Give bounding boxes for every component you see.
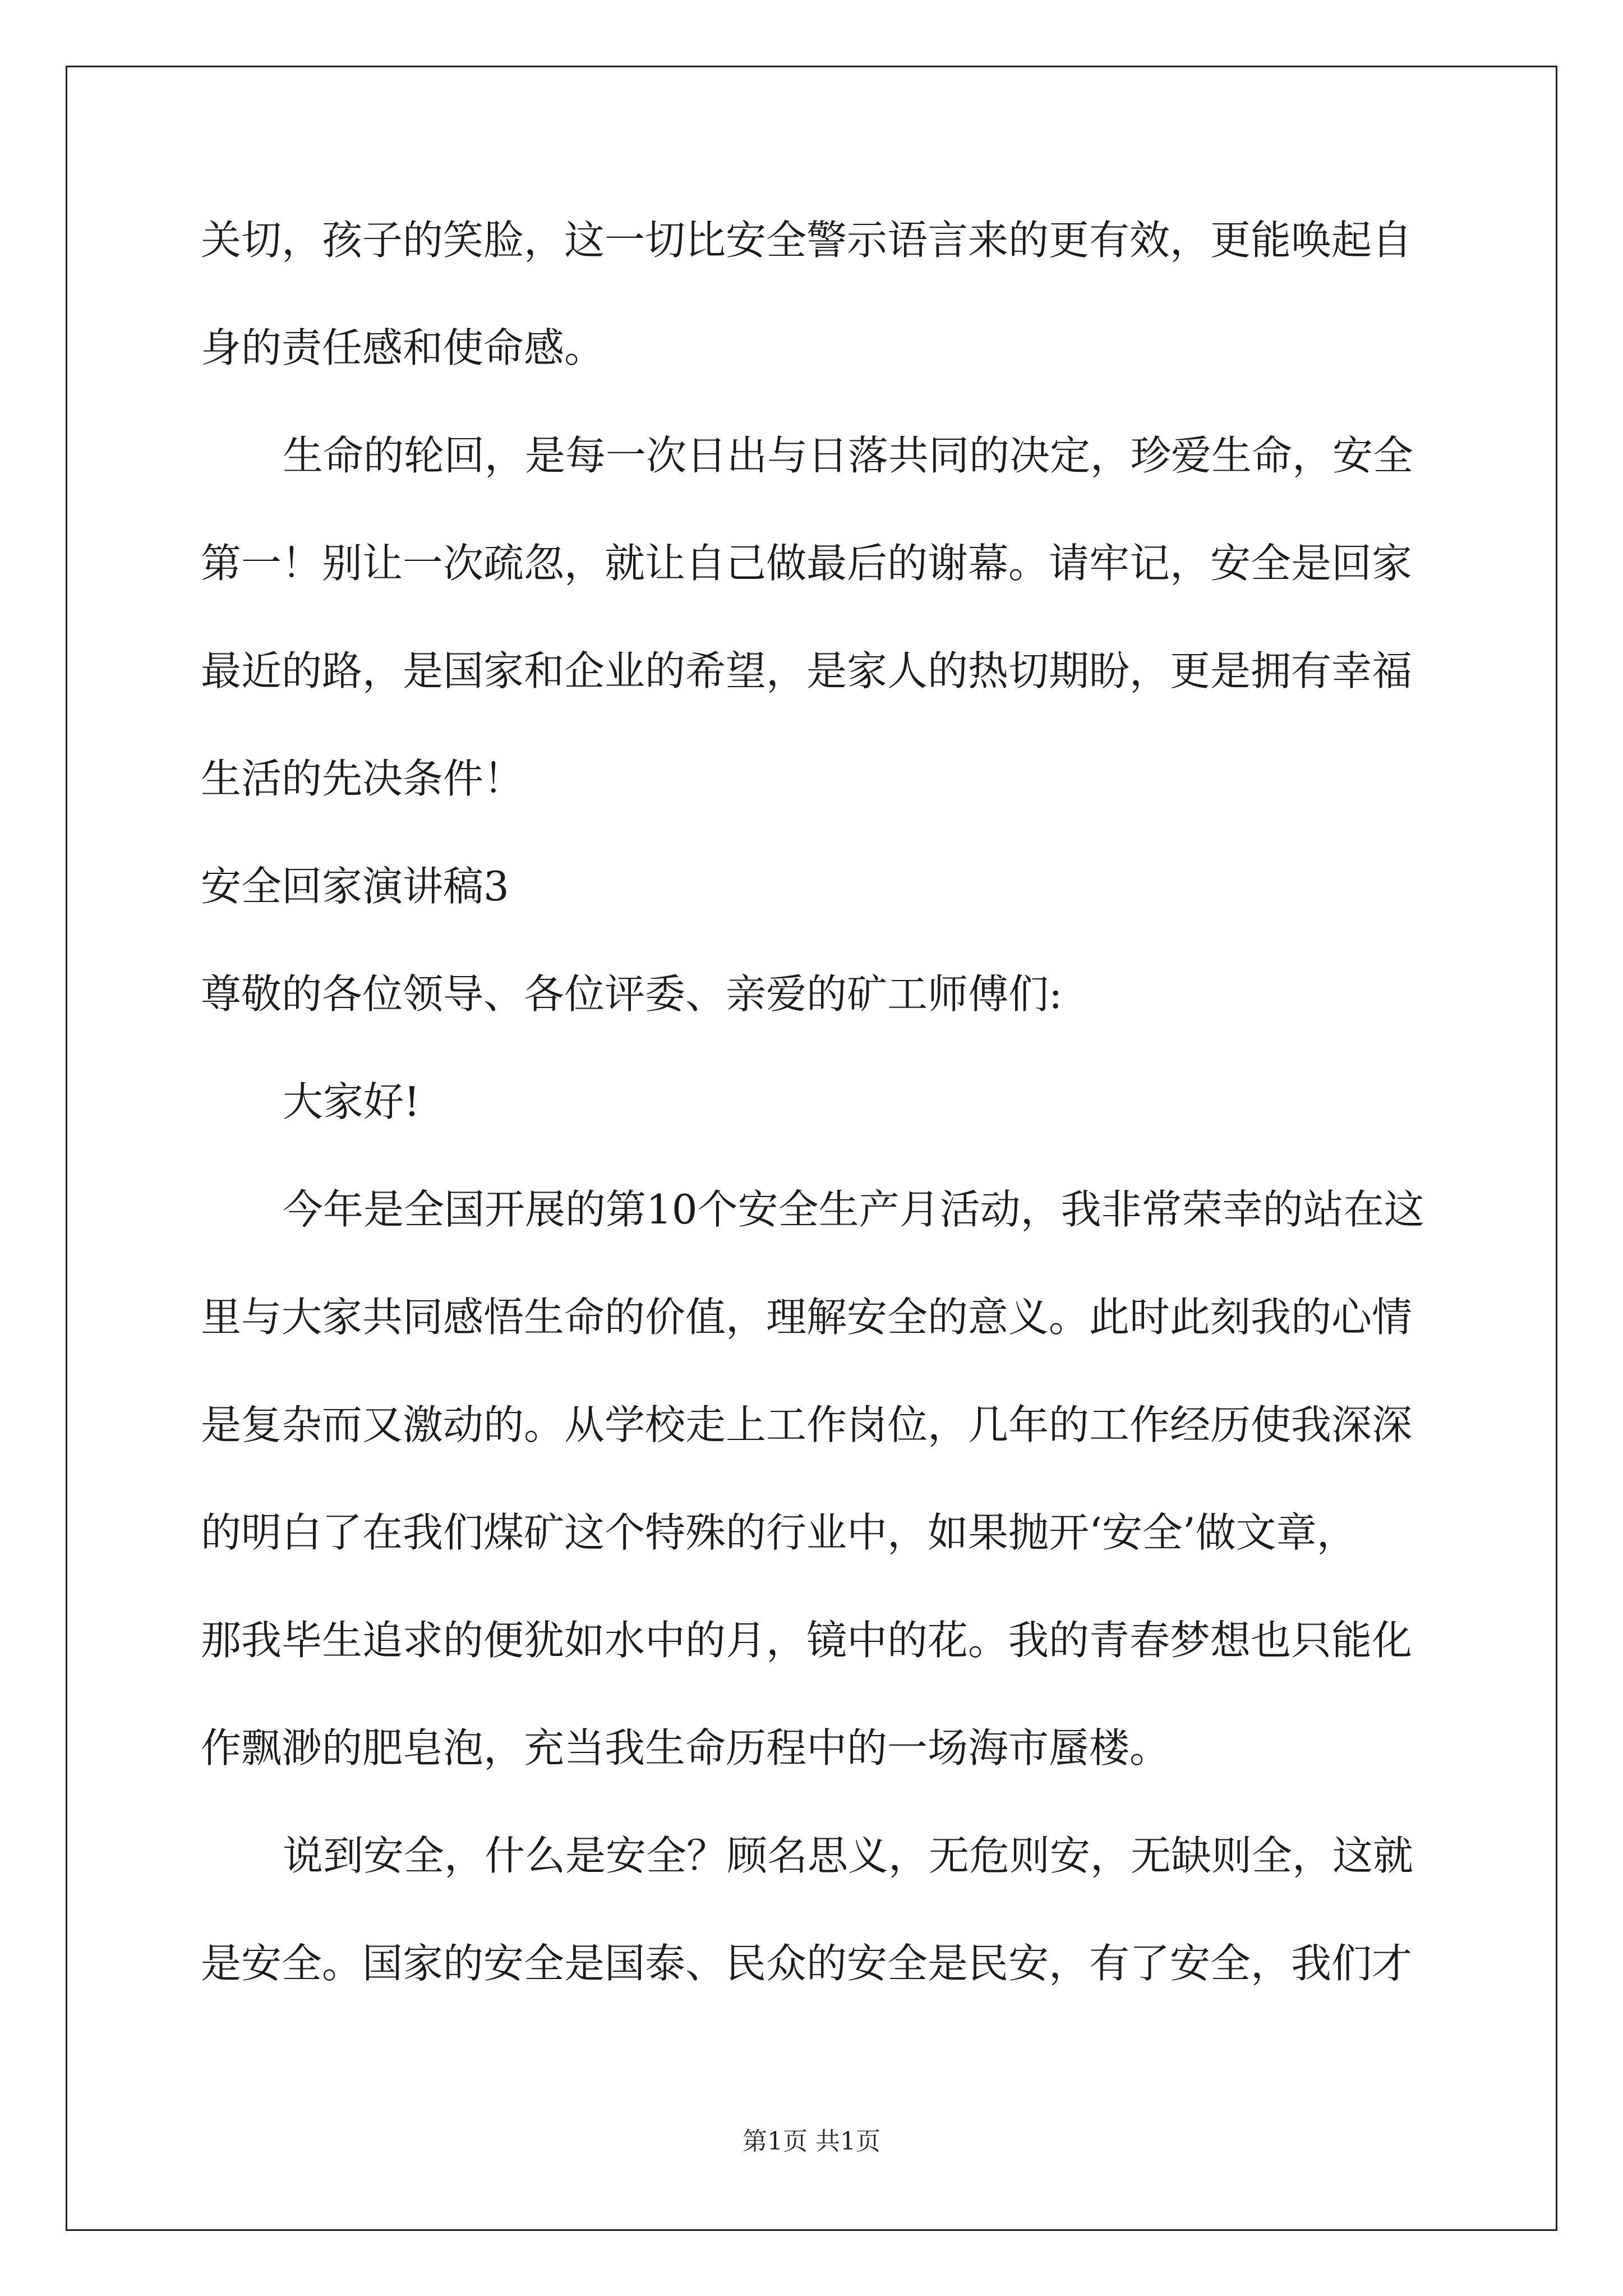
body-line: 最近的路，是国家和企业的希望，是家人的热切期盼，更是拥有幸福: [201, 647, 1413, 694]
body-line: 是安全。国家的安全是国泰、民众的安全是民安，有了安全，我们才: [201, 1940, 1413, 1987]
body-line: 那我毕生追求的便犹如水中的月，镜中的花。我的青春梦想也只能化: [201, 1617, 1413, 1664]
body-line: 作飘渺的肥皂泡，充当我生命历程中的一场海市蜃楼。: [201, 1724, 1170, 1772]
body-line: 关切，孩子的笑脸，这一切比安全警示语言来的更有效，更能唤起自: [201, 217, 1413, 264]
section-heading: 安全回家演讲稿3: [201, 863, 509, 910]
body-line: 身的责任感和使命感。: [201, 324, 605, 371]
paragraph-start-line: 今年是全国开展的第10个安全生产月活动，我非常荣幸的站在这: [283, 1186, 1424, 1233]
salutation: 尊敬的各位领导、各位评委、亲爱的矿工师傅们:: [201, 970, 1063, 1018]
body-line: 的明白了在我们煤矿这个特殊的行业中，如果抛开‘安全’做文章，: [201, 1509, 1357, 1556]
body-line: 第一！别让一次疏忽，就让自己做最后的谢幕。请牢记，安全是回家: [201, 540, 1413, 587]
paragraph-start-line: 生命的轮回，是每一次日出与日落共同的决定，珍爱生命，安全: [283, 432, 1414, 479]
page-number-footer: 第1页 共1页: [743, 2127, 880, 2156]
body-line: 是复杂而又激动的。从学校走上工作岗位，几年的工作经历使我深深: [201, 1401, 1413, 1448]
body-line: 里与大家共同感悟生命的价值，理解安全的意义。此时此刻我的心情: [201, 1294, 1413, 1341]
greeting: 大家好!: [283, 1078, 420, 1125]
document-body: [201, 213, 1435, 1990]
body-line: 生活的先决条件！: [201, 755, 524, 802]
paragraph-start-line: 说到安全，什么是安全？顾名思义，无危则安，无缺则全，这就: [283, 1832, 1414, 1879]
